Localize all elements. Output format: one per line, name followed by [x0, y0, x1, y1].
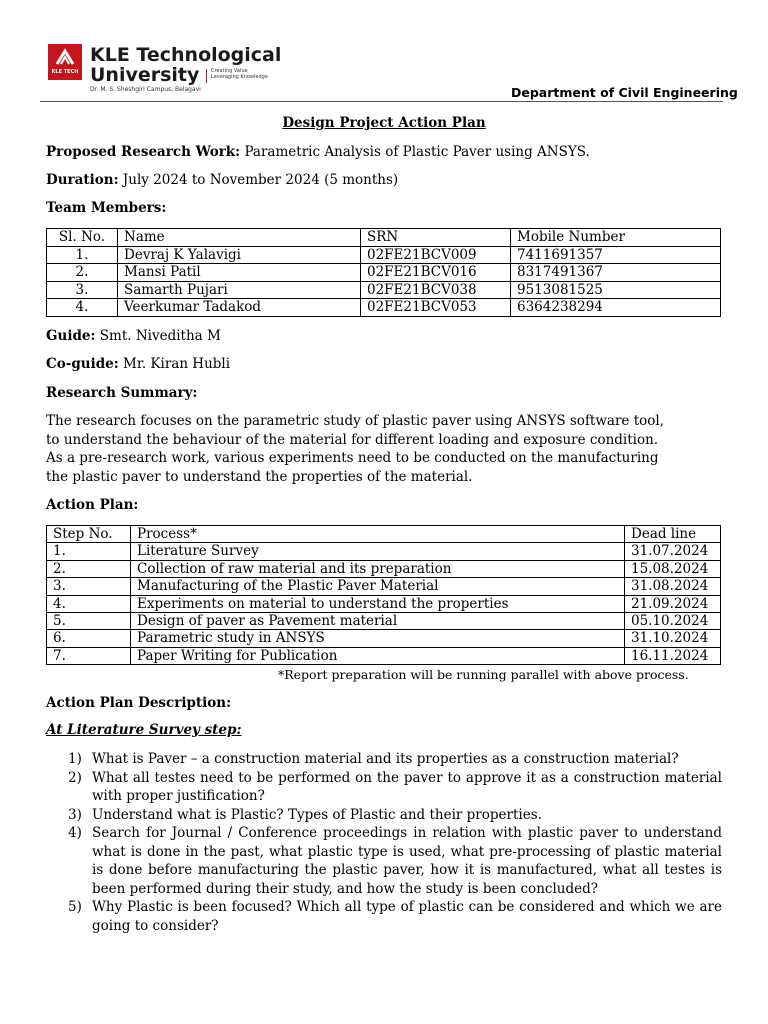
university-name-line2: University: [90, 64, 200, 86]
list-number: 1): [68, 751, 82, 767]
table-cell: Design of paver as Pavement material: [131, 613, 625, 630]
table-cell: 4.: [47, 595, 131, 612]
duration-value: July 2024 to November 2024 (5 months): [118, 172, 399, 188]
team-label: Team Members:: [46, 200, 167, 216]
department-name: Department of Civil Engineering: [511, 85, 738, 100]
table-row: [47, 560, 721, 577]
list-text: Search for Journal / Conference proceedings in relation with plastic paver to understand what is done in the past, what plastic type is used, what pre-processing of plastic material is done before manufacturing the plastic paver, how it is manufactured, what all testes is been performed during their study, and how the study is been concluded?: [92, 825, 722, 897]
list-number: 4): [68, 825, 82, 841]
table-header-row: [47, 229, 721, 247]
table-cell: 31.08.2024: [625, 578, 721, 595]
table-cell: Paper Writing for Publication: [131, 647, 625, 664]
table-cell: Parametric study in ANSYS: [131, 630, 625, 647]
guide-label: Guide:: [46, 328, 96, 344]
table-header-cell: Step No.: [47, 526, 131, 543]
table-cell: 02FE21BCV038: [361, 281, 511, 299]
campus-name: Dr. M. S. Sheshgiri Campus, Belagavi: [90, 86, 201, 93]
list-number: 3): [68, 806, 82, 823]
list-number: 2): [68, 769, 82, 786]
table-row: [47, 630, 721, 647]
duration-label: Duration:: [46, 172, 119, 188]
logo-mark-icon: [53, 48, 77, 68]
table-cell: 5.: [47, 613, 131, 630]
table-cell: 2.: [47, 560, 131, 577]
table-header-cell: SRN: [361, 229, 511, 247]
table-cell: Devraj K Yalavigi: [118, 246, 361, 264]
list-item: [46, 806, 722, 825]
table-row: [47, 299, 721, 317]
summary-line: As a pre-research work, various experiments need to be conducted on the manufacturing: [46, 450, 659, 466]
table-cell: Mansi Patil: [118, 264, 361, 282]
page-title: Design Project Action Plan: [282, 115, 486, 131]
summary-line: the plastic paver to understand the properties of the material.: [46, 468, 473, 485]
table-cell: Experiments on material to understand the properties: [131, 595, 625, 612]
list-text: Why Plastic is been focused? Which all type of plastic can be considered and which we are going to consider?: [92, 899, 722, 934]
co-guide: [46, 355, 230, 374]
table-cell: 7.: [47, 647, 131, 664]
table-header-cell: Dead line: [625, 526, 721, 543]
table-row: [47, 264, 721, 282]
research-value: Parametric Analysis of Plastic Paver using ANSYS.: [240, 144, 590, 160]
research-label: Proposed Research Work:: [46, 144, 241, 160]
description-label: Action Plan Description:: [46, 695, 232, 711]
action-plan-label: Action Plan:: [46, 497, 139, 513]
team-members-heading: [46, 199, 166, 218]
description-heading: [46, 694, 231, 713]
research-work: [46, 143, 590, 162]
table-cell: 31.07.2024: [625, 543, 721, 560]
team-table: [46, 228, 721, 317]
list-item: [46, 750, 722, 769]
table-cell: 3.: [47, 578, 131, 595]
table-cell: Veerkumar Tadakod: [118, 299, 361, 317]
table-row: [47, 578, 721, 595]
tagline-line2: Leveraging Knowledge: [211, 74, 268, 80]
action-plan-heading: [46, 496, 138, 515]
table-row: [47, 543, 721, 560]
table-cell: 7411691357: [511, 246, 721, 264]
table-header-cell: Sl. No.: [47, 229, 118, 247]
table-cell: 02FE21BCV016: [361, 264, 511, 282]
table-row: [47, 246, 721, 264]
university-logo: [48, 44, 82, 80]
guide: [46, 327, 221, 346]
action-plan-table: [46, 525, 721, 665]
duration: [46, 171, 398, 190]
table-cell: 05.10.2024: [625, 613, 721, 630]
list-item: [46, 824, 722, 898]
table-cell: 1.: [47, 246, 118, 264]
table-row: [47, 281, 721, 299]
table-cell: 1.: [47, 543, 131, 560]
table-row: [47, 595, 721, 612]
table-header-cell: Process*: [131, 526, 625, 543]
tagline-divider: [206, 69, 207, 83]
literature-survey-heading: At Literature Survey step:: [46, 722, 242, 738]
table-cell: 4.: [47, 299, 118, 317]
list-text: What all testes need to be performed on the paver to approve it as a construction material with proper justification?: [92, 769, 722, 804]
coguide-label: Co-guide:: [46, 356, 119, 372]
list-item: [46, 769, 722, 806]
list-text: What is Paver – a construction material and its properties as a construction material?: [92, 751, 679, 767]
table-cell: Manufacturing of the Plastic Paver Material: [131, 578, 625, 595]
table-cell: 16.11.2024: [625, 647, 721, 664]
summary-line: The research focuses on the parametric study of plastic paver using ANSYS software tool,: [46, 413, 664, 429]
research-summary: [46, 412, 664, 486]
list-number: 5): [68, 899, 82, 915]
list-text: Understand what is Plastic? Types of Plastic and their properties.: [92, 806, 542, 823]
table-cell: 6364238294: [511, 299, 721, 317]
tagline-line1: Creating Value: [211, 68, 248, 74]
table-cell: 21.09.2024: [625, 595, 721, 612]
table-row: [47, 647, 721, 664]
logo-text: KLE TECH: [51, 69, 79, 75]
guide-value: Smt. Niveditha M: [95, 328, 221, 344]
list-item: [46, 898, 722, 935]
table-cell: 02FE21BCV053: [361, 299, 511, 317]
tagline: [211, 68, 268, 80]
coguide-value: Mr. Kiran Hubli: [118, 356, 231, 372]
table-cell: 15.08.2024: [625, 560, 721, 577]
table-cell: Samarth Pujari: [118, 281, 361, 299]
table-cell: 8317491367: [511, 264, 721, 282]
research-summary-heading: [46, 384, 197, 403]
table-cell: 31.10.2024: [625, 630, 721, 647]
header-divider: [40, 101, 723, 102]
summary-label: Research Summary:: [46, 385, 198, 401]
table-row: [47, 613, 721, 630]
report-note: *Report preparation will be running parallel with above process.: [278, 667, 689, 682]
table-cell: Collection of raw material and its preparation: [131, 560, 625, 577]
table-header-cell: Mobile Number: [511, 229, 721, 247]
table-cell: Literature Survey: [131, 543, 625, 560]
table-header-cell: Name: [118, 229, 361, 247]
university-name-line1: KLE Technological: [90, 44, 282, 66]
table-cell: 6.: [47, 630, 131, 647]
table-cell: 02FE21BCV009: [361, 246, 511, 264]
table-cell: 2.: [47, 264, 118, 282]
table-cell: 3.: [47, 281, 118, 299]
summary-line: to understand the behaviour of the material for different loading and exposure condition.: [46, 431, 659, 448]
table-cell: 9513081525: [511, 281, 721, 299]
table-header-row: [47, 526, 721, 543]
question-list: [46, 750, 722, 935]
